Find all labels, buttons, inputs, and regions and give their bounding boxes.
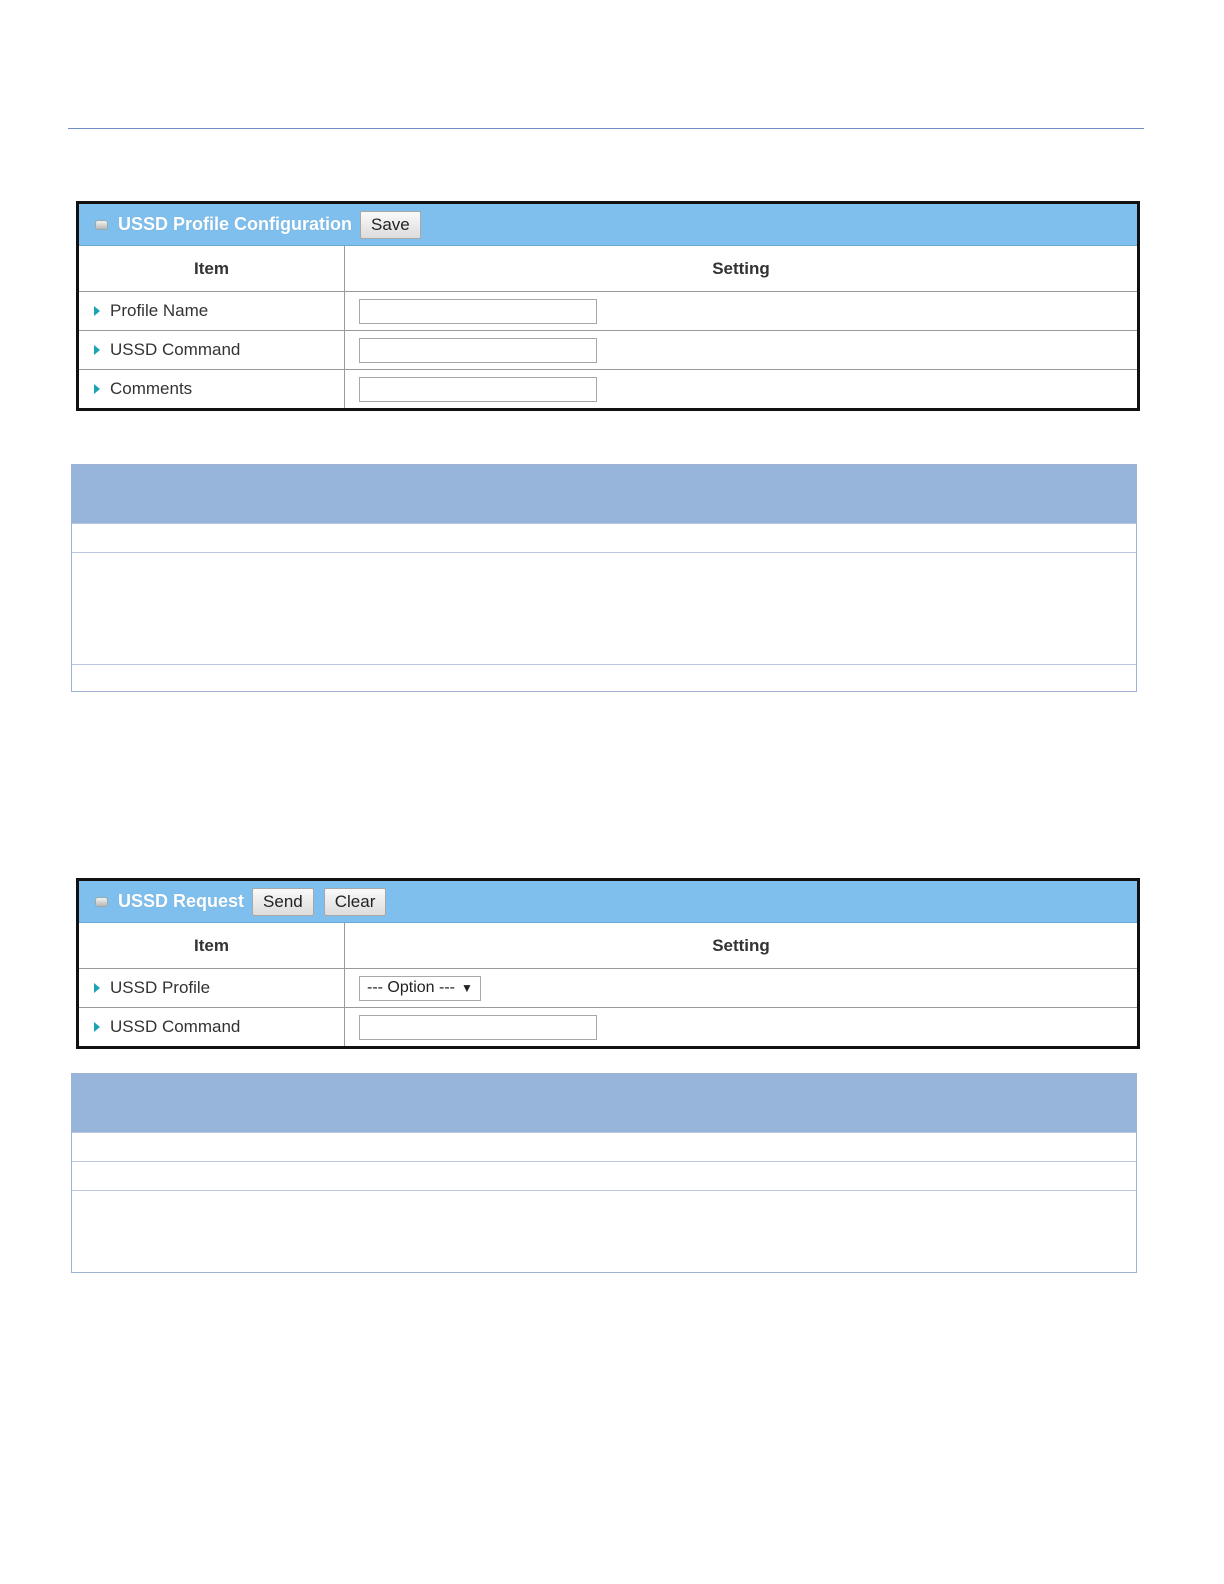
- panel-title: USSD Profile Configuration: [118, 214, 352, 234]
- panel-bullet-icon: [95, 897, 108, 907]
- caret-right-icon: [94, 983, 100, 993]
- column-header-setting: Setting: [712, 935, 770, 955]
- description-row: [72, 523, 1136, 552]
- caret-right-icon: [94, 384, 100, 394]
- profile-name-input[interactable]: [359, 299, 597, 324]
- column-header-setting: Setting: [712, 258, 770, 278]
- description-table-1: [71, 464, 1137, 692]
- caret-right-icon: [94, 1022, 100, 1032]
- table-header-row: [79, 923, 1137, 968]
- table-row: [79, 968, 1137, 1007]
- description-table-2: [71, 1073, 1137, 1273]
- row-label-comments: Comments: [110, 379, 193, 398]
- clear-button[interactable]: Clear: [324, 888, 387, 916]
- panel-title: USSD Request: [118, 891, 245, 911]
- description-row: [72, 1161, 1136, 1190]
- description-row: [72, 1190, 1136, 1273]
- ussd-profile-select[interactable]: [359, 976, 481, 1001]
- description-row: [72, 664, 1136, 693]
- table-row: [79, 330, 1137, 369]
- panel-bullet-icon: [95, 220, 108, 230]
- row-label-ussd-command: USSD Command: [110, 1017, 241, 1036]
- page-top-rule: [68, 128, 1144, 129]
- table-header-row: [79, 246, 1137, 291]
- caret-right-icon: [94, 306, 100, 316]
- ussd-command-input[interactable]: [359, 338, 597, 363]
- column-header-item: Item: [79, 923, 345, 968]
- description-table-header: [72, 1074, 1136, 1132]
- table-row: [79, 369, 1137, 408]
- column-header-item: Item: [79, 246, 345, 291]
- table-row: [79, 1007, 1137, 1046]
- row-label-ussd-profile: USSD Profile: [110, 978, 211, 997]
- ussd-command-input[interactable]: [359, 1015, 597, 1040]
- caret-right-icon: [94, 345, 100, 355]
- description-row: [72, 552, 1136, 664]
- panel-header: [79, 881, 1137, 923]
- description-table-header: [72, 465, 1136, 523]
- dropdown-arrow-icon: ▼: [461, 981, 473, 995]
- panel-header: [79, 204, 1137, 246]
- table-row: [79, 291, 1137, 330]
- ussd-profile-config-panel: [76, 201, 1140, 411]
- send-button[interactable]: Send: [252, 888, 314, 916]
- save-button[interactable]: Save: [360, 211, 421, 239]
- description-row: [72, 1132, 1136, 1161]
- row-label-profile-name: Profile Name: [110, 301, 209, 320]
- comments-input[interactable]: [359, 377, 597, 402]
- row-label-ussd-command: USSD Command: [110, 340, 241, 359]
- select-value: --- Option ---: [367, 979, 455, 996]
- ussd-request-panel: [76, 878, 1140, 1049]
